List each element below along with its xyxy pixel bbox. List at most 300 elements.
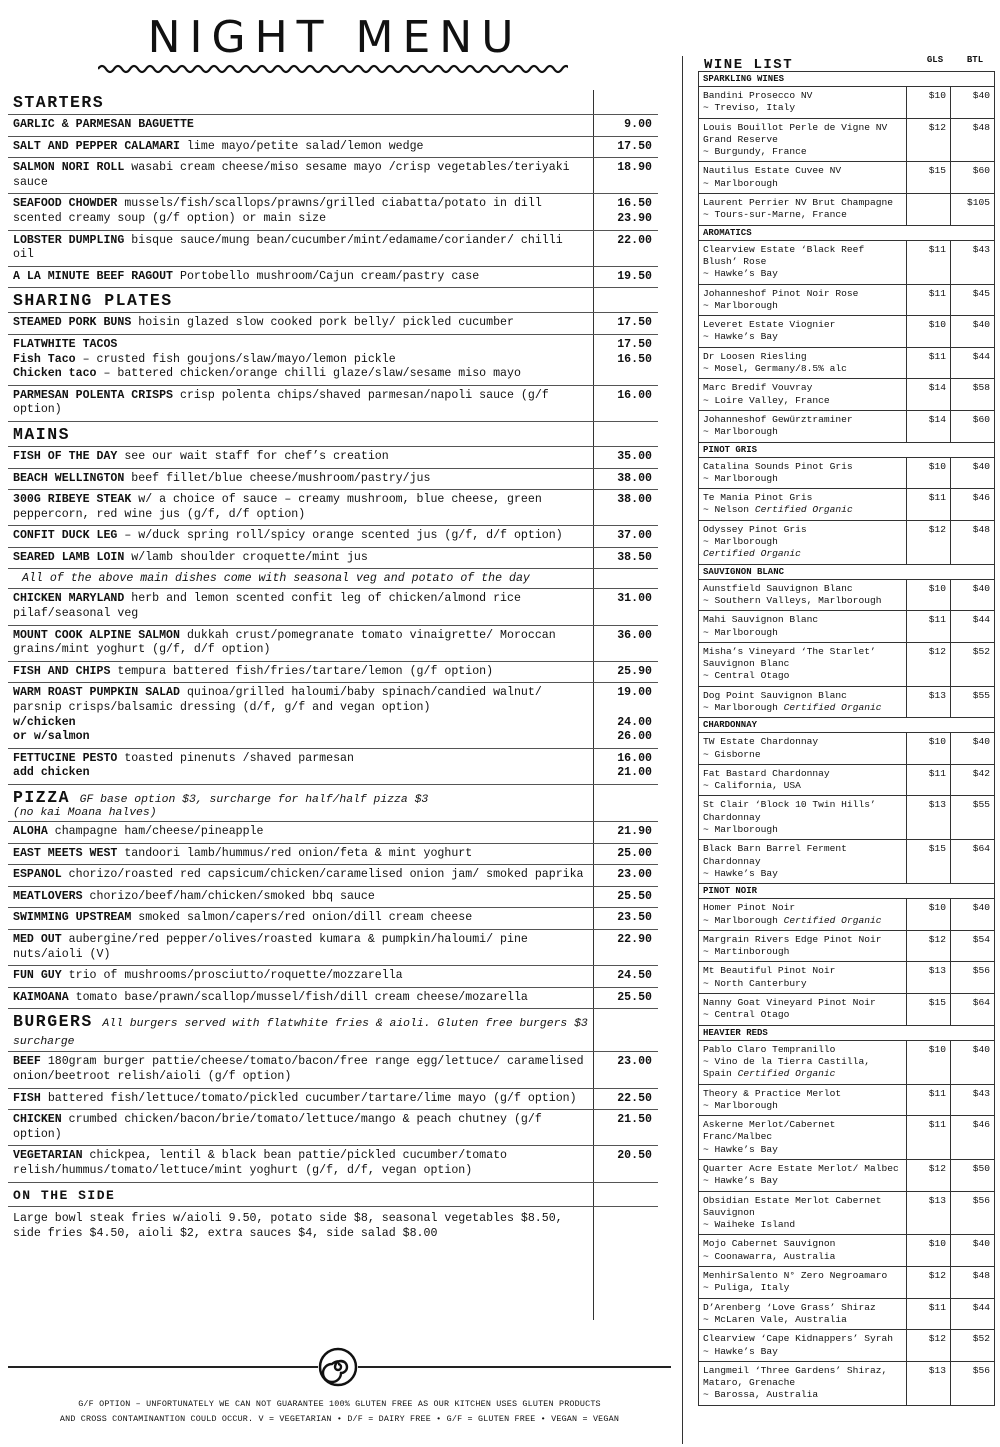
wine-row xyxy=(699,87,994,119)
wine-glass-price: $15 xyxy=(906,840,950,883)
wine-bottle-price: $48 xyxy=(950,1267,994,1298)
wine-info xyxy=(699,1235,906,1266)
page-title: NIGHT MENU xyxy=(147,12,523,63)
menu-item-name: EAST MEETS WEST xyxy=(13,846,118,860)
menu-item xyxy=(8,1146,658,1182)
wine-region xyxy=(703,300,902,312)
wine-region-text: ~ Marlborough xyxy=(703,177,778,189)
wine-bottle-price: $42 xyxy=(950,765,994,796)
wine-row xyxy=(699,899,994,931)
wine-name: Mojo Cabernet Sauvignon xyxy=(703,1238,836,1250)
wine-row xyxy=(699,285,994,317)
side-dishes-text: Large bowl steak fries w/aioli 9.50, potato side $8, seasonal vegetables $8.50, side fries $4.50, aioli $2, extra sauces $4, side salad $8.00 xyxy=(13,1211,563,1240)
wine-info xyxy=(699,119,906,162)
wine-name: TW Estate Chardonnay xyxy=(703,736,819,748)
wine-name: MenhirSalento N° Zero Negroamaro xyxy=(703,1270,888,1282)
section-price-cell xyxy=(593,422,658,446)
menu-subitem xyxy=(13,716,589,731)
menu-item xyxy=(8,966,658,988)
wine-category: CHARDONNAY xyxy=(699,718,994,733)
menu-subitem-name: or w/salmon xyxy=(13,730,90,744)
wine-region xyxy=(703,395,902,407)
wine-region xyxy=(703,978,902,990)
menu-item xyxy=(8,865,658,887)
menu-item-text xyxy=(8,988,593,1009)
menu-subitem xyxy=(13,766,589,781)
menu-item xyxy=(8,589,658,625)
menu-item xyxy=(8,526,658,548)
wine-info xyxy=(699,643,906,686)
menu-item-price xyxy=(593,1089,658,1110)
wine-bottle-price: $40 xyxy=(950,899,994,930)
menu-item-price xyxy=(593,231,658,266)
wine-region xyxy=(703,868,902,880)
wine-name: Leveret Estate Viognier xyxy=(703,319,836,331)
section-price-cell xyxy=(593,1009,658,1051)
wine-region-text: ~ Marlborough xyxy=(703,472,778,484)
menu-item-desc: hoisin glazed slow cooked pork belly/ pickled cucumber xyxy=(138,316,514,330)
section-header-text xyxy=(8,1009,593,1051)
section-header-text xyxy=(8,90,593,114)
price-value: 31.00 xyxy=(617,592,652,606)
wine-bottle-price: $55 xyxy=(950,796,994,839)
menu-item-price xyxy=(593,158,658,193)
menu-item-text xyxy=(8,822,593,843)
menu-item-price xyxy=(593,469,658,490)
wine-glass-price: $13 xyxy=(906,687,950,718)
wine-info xyxy=(699,962,906,993)
wine-name: Louis Bouillot Perle de Vigne NV Grand Reserve xyxy=(703,121,888,145)
section-header xyxy=(8,422,658,447)
section-header-text xyxy=(8,785,593,821)
menu-item-text xyxy=(8,844,593,865)
section-header-text xyxy=(8,422,593,446)
wine-region xyxy=(703,749,902,761)
price-value: 25.50 xyxy=(617,990,652,1004)
wine-row xyxy=(699,162,994,194)
wine-name: Dog Point Sauvignon Blanc xyxy=(703,689,847,701)
menu-item-desc: w/ a choice of sauce – creamy mushroom, blue cheese, green peppercorn, red wine jus (g/f, d/f option) xyxy=(13,493,542,521)
menu-item-text xyxy=(8,490,593,525)
menu-item-desc: see our wait staff for chef’s creation xyxy=(124,449,389,463)
menu-item-name: CONFIT DUCK LEG xyxy=(13,529,118,543)
wine-list xyxy=(698,53,995,1406)
wine-info xyxy=(699,899,906,930)
section-price-cell xyxy=(593,1183,658,1206)
wine-name: Mahi Sauvignon Blanc xyxy=(703,614,819,626)
menu-item-name: SWIMMING UPSTREAM xyxy=(13,911,132,925)
wine-certification: Certified Organic xyxy=(783,914,882,926)
wine-glass-price: $11 xyxy=(906,765,950,796)
wine-region-text: ~ Tours-sur-Marne, France xyxy=(703,209,847,221)
menu-item-name: CHICKEN MARYLAND xyxy=(13,592,125,606)
menu-item-price xyxy=(593,548,658,569)
wine-glass-price: $12 xyxy=(906,1267,950,1298)
price-value: 21.00 xyxy=(617,766,652,780)
menu-item xyxy=(8,313,658,335)
wine-glass-price: $11 xyxy=(906,348,950,379)
wine-bottle-price: $58 xyxy=(950,379,994,410)
food-menu xyxy=(8,90,658,1245)
section-header xyxy=(8,90,658,115)
wine-name: Johanneshof Pinot Noir Rose xyxy=(703,287,859,299)
wine-bottle-price: $56 xyxy=(950,962,994,993)
wine-glass-price: $11 xyxy=(906,285,950,316)
wine-glass-price: $13 xyxy=(906,962,950,993)
wine-info xyxy=(699,611,906,642)
menu-item xyxy=(8,194,658,230)
menu-item xyxy=(8,683,658,748)
menu-item-price xyxy=(593,1052,658,1087)
menu-item-name: CHICKEN xyxy=(13,1113,62,1127)
wine-info xyxy=(699,162,906,193)
menu-item-text xyxy=(8,548,593,569)
menu-item-price xyxy=(593,988,658,1009)
wine-bottle-price: $40 xyxy=(950,316,994,347)
menu-item-price xyxy=(593,887,658,908)
wine-bottle-price: $40 xyxy=(950,580,994,611)
price-value: 16.50 xyxy=(617,197,652,211)
wine-region xyxy=(703,1144,902,1156)
price-value: 38.50 xyxy=(617,550,652,564)
wine-region-text: ~ Martinborough xyxy=(703,946,790,958)
wine-info xyxy=(699,765,906,796)
wine-info xyxy=(699,1160,906,1191)
menu-item-desc: crumbed chicken/bacon/brie/tomato/lettuce/mango & peach chutney (g/f option) xyxy=(13,1113,542,1141)
menu-item-price xyxy=(593,267,658,288)
wine-name: Aunstfield Sauvignon Blanc xyxy=(703,582,853,594)
menu-item-desc: quinoa/grilled haloumi/baby spinach/candied walnut/ parsnip crisps/balsamic dressing (d/f, g/f and vegan option) xyxy=(13,686,542,715)
section-subtitle: GF base option $3, surcharge for half/half pizza $3 xyxy=(79,794,429,806)
menu-item-desc: bisque sauce/mung bean/cucumber/mint/edamame/coriander/ chilli oil xyxy=(13,233,563,262)
price-value: 25.00 xyxy=(617,846,652,860)
menu-item-text xyxy=(8,194,593,229)
wine-name: Langmeil ‘Three Gardens’ Shiraz, Mataro, Grenache xyxy=(703,1364,888,1389)
wine-glass-price: $11 xyxy=(906,489,950,520)
menu-item-desc: w/lamb shoulder croquette/mint jus xyxy=(131,550,368,564)
wine-region-text: ~ Hawke’s Bay xyxy=(703,268,778,280)
wine-glass-price: $15 xyxy=(906,162,950,193)
wine-name: Homer Pinot Noir xyxy=(703,902,796,914)
wine-info xyxy=(699,1267,906,1298)
wine-glass-price: $13 xyxy=(906,796,950,839)
menu-item-name: FUN GUY xyxy=(13,969,62,983)
menu-item-text xyxy=(8,526,593,547)
menu-item-name: FISH xyxy=(13,1091,41,1105)
menu-item-text xyxy=(8,335,593,385)
footer-note xyxy=(8,1397,671,1427)
wine-certification: Certified Organic xyxy=(754,504,853,516)
wine-row xyxy=(699,1041,994,1085)
wine-region xyxy=(703,670,902,682)
wine-row xyxy=(699,458,994,490)
section-price-cell xyxy=(593,785,658,821)
price-value: 19.00 xyxy=(617,686,652,700)
wine-name: Johanneshof Gewürztraminer xyxy=(703,413,853,425)
wine-bottle-price: $52 xyxy=(950,643,994,686)
menu-item-name: SALMON NORI ROLL xyxy=(13,161,125,175)
wine-region-text: ~ Waiheke Island xyxy=(703,1219,796,1231)
menu-item-desc: herb and lemon scented confit leg of chicken/almond rice pilaf/seasonal veg xyxy=(13,592,521,621)
wine-row xyxy=(699,733,994,765)
wine-category: SAUVIGNON BLANC xyxy=(699,565,994,580)
section-title: ON THE SIDE xyxy=(13,1187,116,1203)
menu-item-desc: mussels/fish/scallops/prawns/grilled ciabatta/potato in dill scented creamy soup (g/f option) or main size xyxy=(13,197,542,225)
wine-bottle-price: $44 xyxy=(950,1299,994,1330)
wine-glass-price: $12 xyxy=(906,119,950,162)
wine-btl-header: BTL xyxy=(966,55,984,65)
section-price-cell xyxy=(593,288,658,312)
wine-bottle-price: $40 xyxy=(950,1041,994,1084)
wine-bottle-price: $40 xyxy=(950,458,994,489)
menu-item-name: MED OUT xyxy=(13,932,62,946)
menu-item-text xyxy=(8,887,593,908)
menu-item-name: GARLIC & PARMESAN BAGUETTE xyxy=(13,118,194,131)
wine-glass-price: $11 xyxy=(906,611,950,642)
menu-item xyxy=(8,988,658,1010)
wine-bottle-price: $64 xyxy=(950,840,994,883)
wine-region-text: ~ Hawke’s Bay xyxy=(703,331,778,343)
price-spacer xyxy=(593,701,652,716)
wine-name: Bandini Prosecco NV xyxy=(703,90,813,101)
wine-name: Misha’s Vineyard ‘The Starlet’ Sauvignon Blanc xyxy=(703,645,876,670)
menu-item xyxy=(8,626,658,662)
menu-item-price xyxy=(593,865,658,886)
wine-region-text: ~ Marlborough xyxy=(703,426,778,438)
wine-bottle-price: $52 xyxy=(950,1330,994,1361)
price-value: 17.50 xyxy=(617,337,652,351)
wine-glass-price: $11 xyxy=(906,241,950,284)
section-price-cell xyxy=(593,90,658,114)
menu-item-text xyxy=(8,115,593,136)
menu-item-text xyxy=(8,626,593,661)
menu-item-price xyxy=(593,626,658,661)
wine-bottle-price: $44 xyxy=(950,611,994,642)
menu-item-text xyxy=(8,386,593,421)
wine-row xyxy=(699,1085,994,1117)
menu-item-price xyxy=(593,137,658,158)
menu-item-text xyxy=(8,231,593,266)
wine-glass-price: $11 xyxy=(906,1085,950,1116)
wine-category: PINOT GRIS xyxy=(699,443,994,458)
menu-item-name: MEATLOVERS xyxy=(13,889,83,903)
price-value: 25.50 xyxy=(617,889,652,903)
menu-item-price xyxy=(593,447,658,468)
wine-region xyxy=(703,1389,902,1401)
wine-name: Laurent Perrier NV Brut Champagne xyxy=(703,197,893,209)
wine-region-text: ~ Hawke’s Bay xyxy=(703,1175,778,1187)
wine-row xyxy=(699,194,994,226)
menu-item-desc: wasabi cream cheese/miso sesame mayo /crisp vegetables/teriyaki sauce xyxy=(13,161,570,189)
price-value: 16.00 xyxy=(617,751,652,765)
wine-bottle-price: $56 xyxy=(950,1192,994,1235)
wine-region-text: ~ Hawke’s Bay xyxy=(703,1143,778,1155)
wine-row xyxy=(699,1235,994,1267)
wine-bottle-price: $40 xyxy=(950,1235,994,1266)
wine-row xyxy=(699,765,994,797)
wine-region-text: ~ Marlborough xyxy=(703,824,778,836)
wine-bottle-price: $64 xyxy=(950,994,994,1025)
menu-item xyxy=(8,386,658,422)
section-header xyxy=(8,785,658,822)
price-value: 36.00 xyxy=(617,628,652,642)
wine-region-text: ~ Central Otago xyxy=(703,1009,790,1021)
wine-info xyxy=(699,241,906,284)
wine-category: HEAVIER REDS xyxy=(699,1026,994,1041)
wine-region xyxy=(703,363,902,375)
wine-category: PINOT NOIR xyxy=(699,884,994,899)
price-value: 23.90 xyxy=(617,211,652,225)
price-value: 17.50 xyxy=(617,139,652,153)
menu-item-name: A LA MINUTE BEEF RAGOUT xyxy=(13,269,174,283)
wine-bottle-price: $60 xyxy=(950,162,994,193)
menu-item-desc: Portobello mushroom/Cajun cream/pastry case xyxy=(180,269,480,283)
section-subtitle: All burgers served with flatwhite fries & aioli. Gluten free burgers $3 surcharge xyxy=(13,1018,588,1049)
price-value: 16.00 xyxy=(617,388,652,402)
wine-bottle-price: $105 xyxy=(950,194,994,225)
wine-info xyxy=(699,1192,906,1235)
menu-item-text xyxy=(8,267,593,288)
price-value: 26.00 xyxy=(617,730,652,744)
menu-item xyxy=(8,548,658,570)
wine-region xyxy=(703,1282,902,1294)
wine-name: Te Mania Pinot Gris xyxy=(703,492,813,504)
price-value: 18.90 xyxy=(617,161,652,175)
wine-name: Fat Bastard Chardonnay xyxy=(703,767,830,779)
wine-row xyxy=(699,1362,994,1405)
menu-item xyxy=(8,469,658,491)
wine-glass-price: $10 xyxy=(906,1235,950,1266)
menu-item-desc: – w/duck spring roll/spicy orange scented jus (g/f, d/f option) xyxy=(124,529,563,543)
menu-item-desc: dukkah crust/pomegranate tomato vinaigrette/ Moroccan grains/mint yoghurt (g/f, d/f option) xyxy=(13,628,556,657)
wine-region-text: ~ Marlborough xyxy=(703,701,778,713)
menu-item-price xyxy=(593,844,658,865)
wine-glass-price: $12 xyxy=(906,1330,950,1361)
menu-subitem-desc: – battered chicken/orange chilli glaze/slaw/sesame miso mayo xyxy=(103,367,521,381)
menu-item-name: SEAFOOD CHOWDER xyxy=(13,197,118,211)
menu-item xyxy=(8,908,658,930)
spiral-logo-icon xyxy=(318,1347,358,1387)
menu-item-name: WARM ROAST PUMPKIN SALAD xyxy=(13,686,180,700)
wine-info xyxy=(699,379,906,410)
wine-row xyxy=(699,1267,994,1299)
wine-region xyxy=(703,1009,902,1021)
section-title: BURGERS xyxy=(13,1012,93,1032)
wine-glass-price: $10 xyxy=(906,316,950,347)
menu-item-price xyxy=(593,930,658,965)
wine-bottle-price: $46 xyxy=(950,1116,994,1159)
wine-region xyxy=(703,331,902,343)
menu-item-name: LOBSTER DUMPLING xyxy=(13,233,125,247)
menu-item-text xyxy=(8,589,593,624)
wine-name: St Clair ‘Block 10 Twin Hills’ Chardonnay xyxy=(703,799,876,823)
wine-bottle-price: $45 xyxy=(950,285,994,316)
menu-item-text xyxy=(8,865,593,886)
wine-glass-price: $13 xyxy=(906,1362,950,1405)
menu-item-desc: tempura battered fish/fries/tartare/lemon (g/f option) xyxy=(117,664,494,678)
price-value: 20.50 xyxy=(617,1149,652,1163)
wine-category: AROMATICS xyxy=(699,226,994,241)
menu-item-name: SEARED LAMB LOIN xyxy=(13,550,125,564)
wine-region xyxy=(703,1219,902,1231)
wine-bottle-price: $55 xyxy=(950,687,994,718)
wine-bottle-price: $43 xyxy=(950,1085,994,1116)
price-value: 22.90 xyxy=(617,932,652,946)
wine-name: Clearview Estate ‘Black Reef Blush’ Rose xyxy=(703,243,865,267)
wine-name: Dr Loosen Riesling xyxy=(703,350,807,362)
wine-row xyxy=(699,521,994,565)
menu-item-name: FISH OF THE DAY xyxy=(13,449,118,463)
menu-item-desc: beef fillet/blue cheese/mushroom/pastry/jus xyxy=(131,471,431,485)
wine-info xyxy=(699,1299,906,1330)
wine-glass-price: $13 xyxy=(906,1192,950,1235)
menu-item-text xyxy=(8,966,593,987)
section-note: All of the above main dishes come with seasonal veg and potato of the day xyxy=(8,569,658,589)
wine-info xyxy=(699,931,906,962)
menu-item xyxy=(8,1052,658,1088)
wine-row xyxy=(699,411,994,443)
price-value: 24.00 xyxy=(617,715,652,729)
wine-name: Quarter Acre Estate Merlot/ Malbec xyxy=(703,1163,899,1174)
menu-item-price xyxy=(593,908,658,929)
wine-row xyxy=(699,316,994,348)
wine-info xyxy=(699,733,906,764)
menu-item-price xyxy=(593,662,658,683)
wine-glass-price: $10 xyxy=(906,1041,950,1084)
wine-row xyxy=(699,962,994,994)
wine-row xyxy=(699,1330,994,1362)
wine-info xyxy=(699,458,906,489)
menu-item-name: FETTUCINE PESTO xyxy=(13,751,118,765)
menu-item-price xyxy=(593,526,658,547)
section-header xyxy=(8,1183,658,1207)
wine-name: Obsidian Estate Merlot Cabernet Sauvignon xyxy=(703,1194,882,1218)
wine-info xyxy=(699,348,906,379)
wine-region xyxy=(703,504,902,516)
wine-region-text: ~ Central Otago xyxy=(703,670,790,682)
menu-item-desc: chorizo/beef/ham/chicken/smoked bbq sauce xyxy=(89,889,375,903)
wine-region-text: ~ Mosel, Germany/8.5% alc xyxy=(703,363,847,375)
wine-info xyxy=(699,489,906,520)
wine-row xyxy=(699,119,994,163)
wine-region xyxy=(703,627,902,639)
menu-item-desc: chorizo/roasted red capsicum/chicken/caramelised onion jam/ smoked paprika xyxy=(68,868,584,882)
wine-region-text: ~ McLaren Vale, Australia xyxy=(703,1313,847,1325)
section-title: STARTERS xyxy=(13,93,105,112)
wine-region xyxy=(703,536,902,548)
wine-bottle-price: $48 xyxy=(950,119,994,162)
wine-region-text: ~ Gisborne xyxy=(703,748,761,760)
wine-info xyxy=(699,1116,906,1159)
wine-glass-price xyxy=(906,194,950,225)
menu-item-desc: smoked salmon/capers/red onion/dill cream cheese xyxy=(138,911,473,925)
menu-item-price xyxy=(593,1146,658,1181)
wine-name: Nautilus Estate Cuvee NV xyxy=(703,165,842,177)
menu-item-desc: champagne ham/cheese/pineapple xyxy=(54,825,264,838)
price-value: 37.00 xyxy=(617,529,652,543)
wine-name: Marc Bredif Vouvray xyxy=(703,382,813,394)
wine-region-text: ~ Hawke’s Bay xyxy=(703,867,778,879)
wine-row xyxy=(699,489,994,521)
wine-info xyxy=(699,194,906,225)
wine-region-text: ~ Marlborough xyxy=(703,536,778,548)
menu-item-text xyxy=(8,158,593,193)
wine-name: Catalina Sounds Pinot Gris xyxy=(703,460,853,472)
wine-certification: Certified Organic xyxy=(783,701,882,713)
wine-region xyxy=(703,780,902,792)
wine-list-header xyxy=(698,53,995,73)
section-header-text xyxy=(8,1183,593,1206)
